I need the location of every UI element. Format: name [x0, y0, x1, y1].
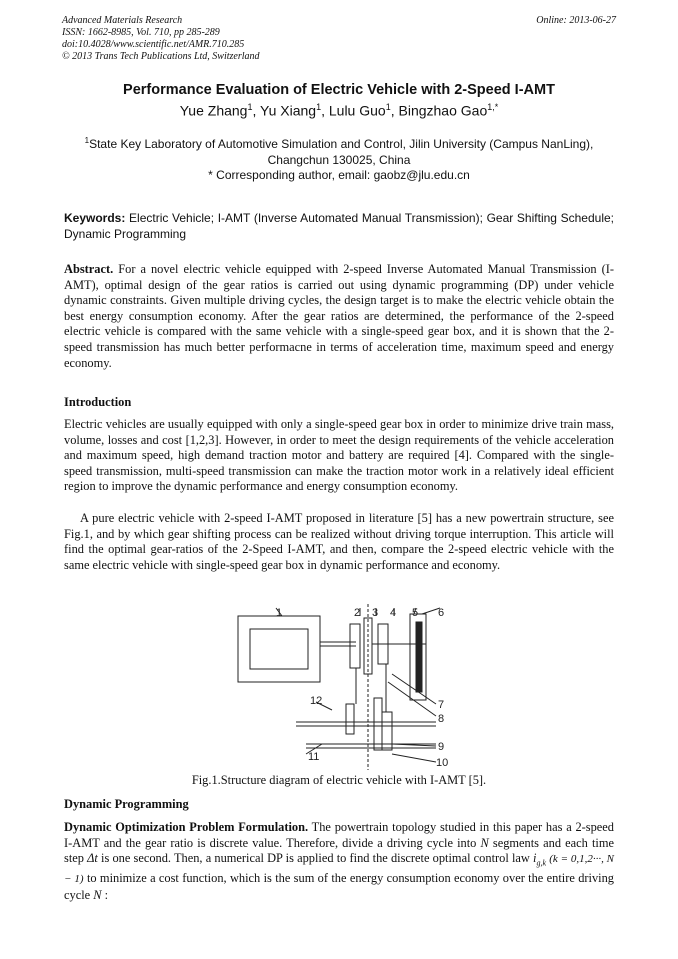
journal-copyright: © 2013 Trans Tech Publications Ltd, Switzerland [62, 51, 260, 62]
affiliation-text: State Key Laboratory of Automotive Simulation and Control, Jilin University (Campus NanLing), Changchun 130025, China [89, 137, 594, 167]
figure-label-10: 10 [436, 757, 449, 769]
math-i: i [533, 851, 537, 866]
author-name: Yue Zhang [179, 102, 248, 119]
author-sup: 1 [316, 102, 322, 112]
figure-label-6: 6 [438, 607, 445, 619]
paper-title: Performance Evaluation of Electric Vehicle with 2-Speed I-AMT [123, 82, 555, 98]
abstract-label: Abstract. [64, 262, 114, 276]
figure-label-12: 12 [310, 695, 323, 707]
introduction-heading: Introduction [64, 395, 132, 409]
dp-text-b: segments and each time step [64, 835, 614, 866]
keywords-text: Electric Vehicle; I-AMT (Inverse Automated Manual Transmission); Gear Shifting Schedule; Dynamic Programming [64, 211, 614, 241]
math-dt: Δt [87, 851, 98, 866]
affiliation [60, 133, 618, 168]
author-name: Lulu Guo [328, 102, 386, 119]
journal-issn: ISSN: 1662-8985, Vol. 710, pp 285-289 [62, 27, 220, 38]
subsection-label: Dynamic Optimization Problem Formulation. [64, 820, 309, 834]
keywords [64, 210, 614, 242]
figure-label-1: 1 [276, 607, 283, 619]
author-list: Yue Zhang$^1$, Yu Xiang$^1$, Lulu Guo$^1$, Bingzhao Gao$^{1,*}$ [179, 102, 499, 119]
author-sup: 1,* [487, 102, 499, 112]
math-i-sub: g,k [536, 858, 547, 868]
journal-name: Advanced Materials Research [62, 15, 183, 26]
figure-label-3: 3 [372, 607, 379, 619]
journal-doi: doi:10.4028/www.scientific.net/AMR.710.285 [62, 39, 245, 50]
abstract [64, 262, 614, 371]
journal-header [62, 15, 260, 63]
dp-text-a: The powertrain topology studied in this paper has a 2-speed I-AMT and the gear ratio is discrete value. Therefore, divide a driving cycle into [64, 820, 615, 850]
figure-label-4: 4 [390, 607, 397, 619]
dp-text-d: to minimize a cost function, which is the sum of the energy consumption economy over the entire driving cycle [64, 871, 614, 902]
dp-text-c: is one second. Then, a numerical DP is applied to find the discrete optimal control law [97, 851, 534, 866]
figure-label-2: 2 [354, 607, 361, 619]
math-n-2: N [93, 887, 102, 902]
figure-label-9: 9 [438, 741, 445, 753]
introduction-paragraph-1: Electric vehicles are usually equipped with only a single-speed gear box in order to minimize drive train mass, volume, losses and cost [1,2,3]. However, in order to meet the design requirements of the vehicle acceleration and maximum speed, high demand traction motor and battery are required [4]. Compared with the single-speed transmission, multi-speed transmission can make the traction motor work in a relatively ideal efficient region to improve the dynamic performance and energy consumption economy. [64, 417, 614, 494]
math-k-range: (k = 0,1,2···, N − 1) [64, 853, 614, 886]
corresponding-author: * Corresponding author, email: gaobz@jlu.edu.cn [208, 168, 470, 182]
author-sup: 1 [247, 102, 253, 112]
online-date: Online: 2013-06-27 [536, 15, 616, 26]
affiliation-sup: 1 [84, 136, 90, 145]
dp-text-e: : [101, 887, 109, 902]
keywords-label: Keywords: [64, 211, 126, 225]
author-name: Bingzhao Gao [398, 102, 488, 119]
author-sup: 1 [385, 102, 391, 112]
author-name: Yu Xiang [260, 102, 317, 119]
structure-diagram [236, 604, 458, 770]
figure-label-7: 7 [438, 699, 445, 711]
dynamic-programming-paragraph [64, 820, 614, 903]
figure-caption: Fig.1.Structure diagram of electric vehicle with I-AMT [5]. [191, 773, 487, 787]
motor-rotor [250, 629, 308, 669]
figure-label-5: 5 [412, 607, 419, 619]
math-n: N [480, 835, 489, 850]
introduction-paragraph-2: A pure electric vehicle with 2-speed I-AMT proposed in literature [5] has a new powertrain structure, see Fig.1, and by which gear shifting process can be realized without driving torque interruption. This article will find the optimal gear-ratios of the 2-Speed I-AMT, and then, compare the 2-speed electric vehicle with the same electric vehicle with single-speed gear box in dynamic performance and economy. [64, 511, 614, 572]
abstract-text: For a novel electric vehicle equipped with 2-speed Inverse Automated Manual Transmission (I-AMT), optimal design of the gear ratios is carried out using dynamic programming (DP) under vehicle dynamic constraints. Given multiple driving cycles, the design target is to make the electric vehicle obtain the best energy consumption economy. After the gear ratios are determined, the performance of the 2-speed electric vehicle is compared with the same vehicle with a single-speed gear box, and it is shown that the 2-speed transmission has much better performacne in terms of acceleration time, maximum speed and energy economy. [64, 262, 614, 370]
dynamic-programming-heading: Dynamic Programming [64, 797, 189, 811]
figure-label-11: 11 [308, 751, 320, 763]
figure-label-8: 8 [438, 713, 445, 725]
